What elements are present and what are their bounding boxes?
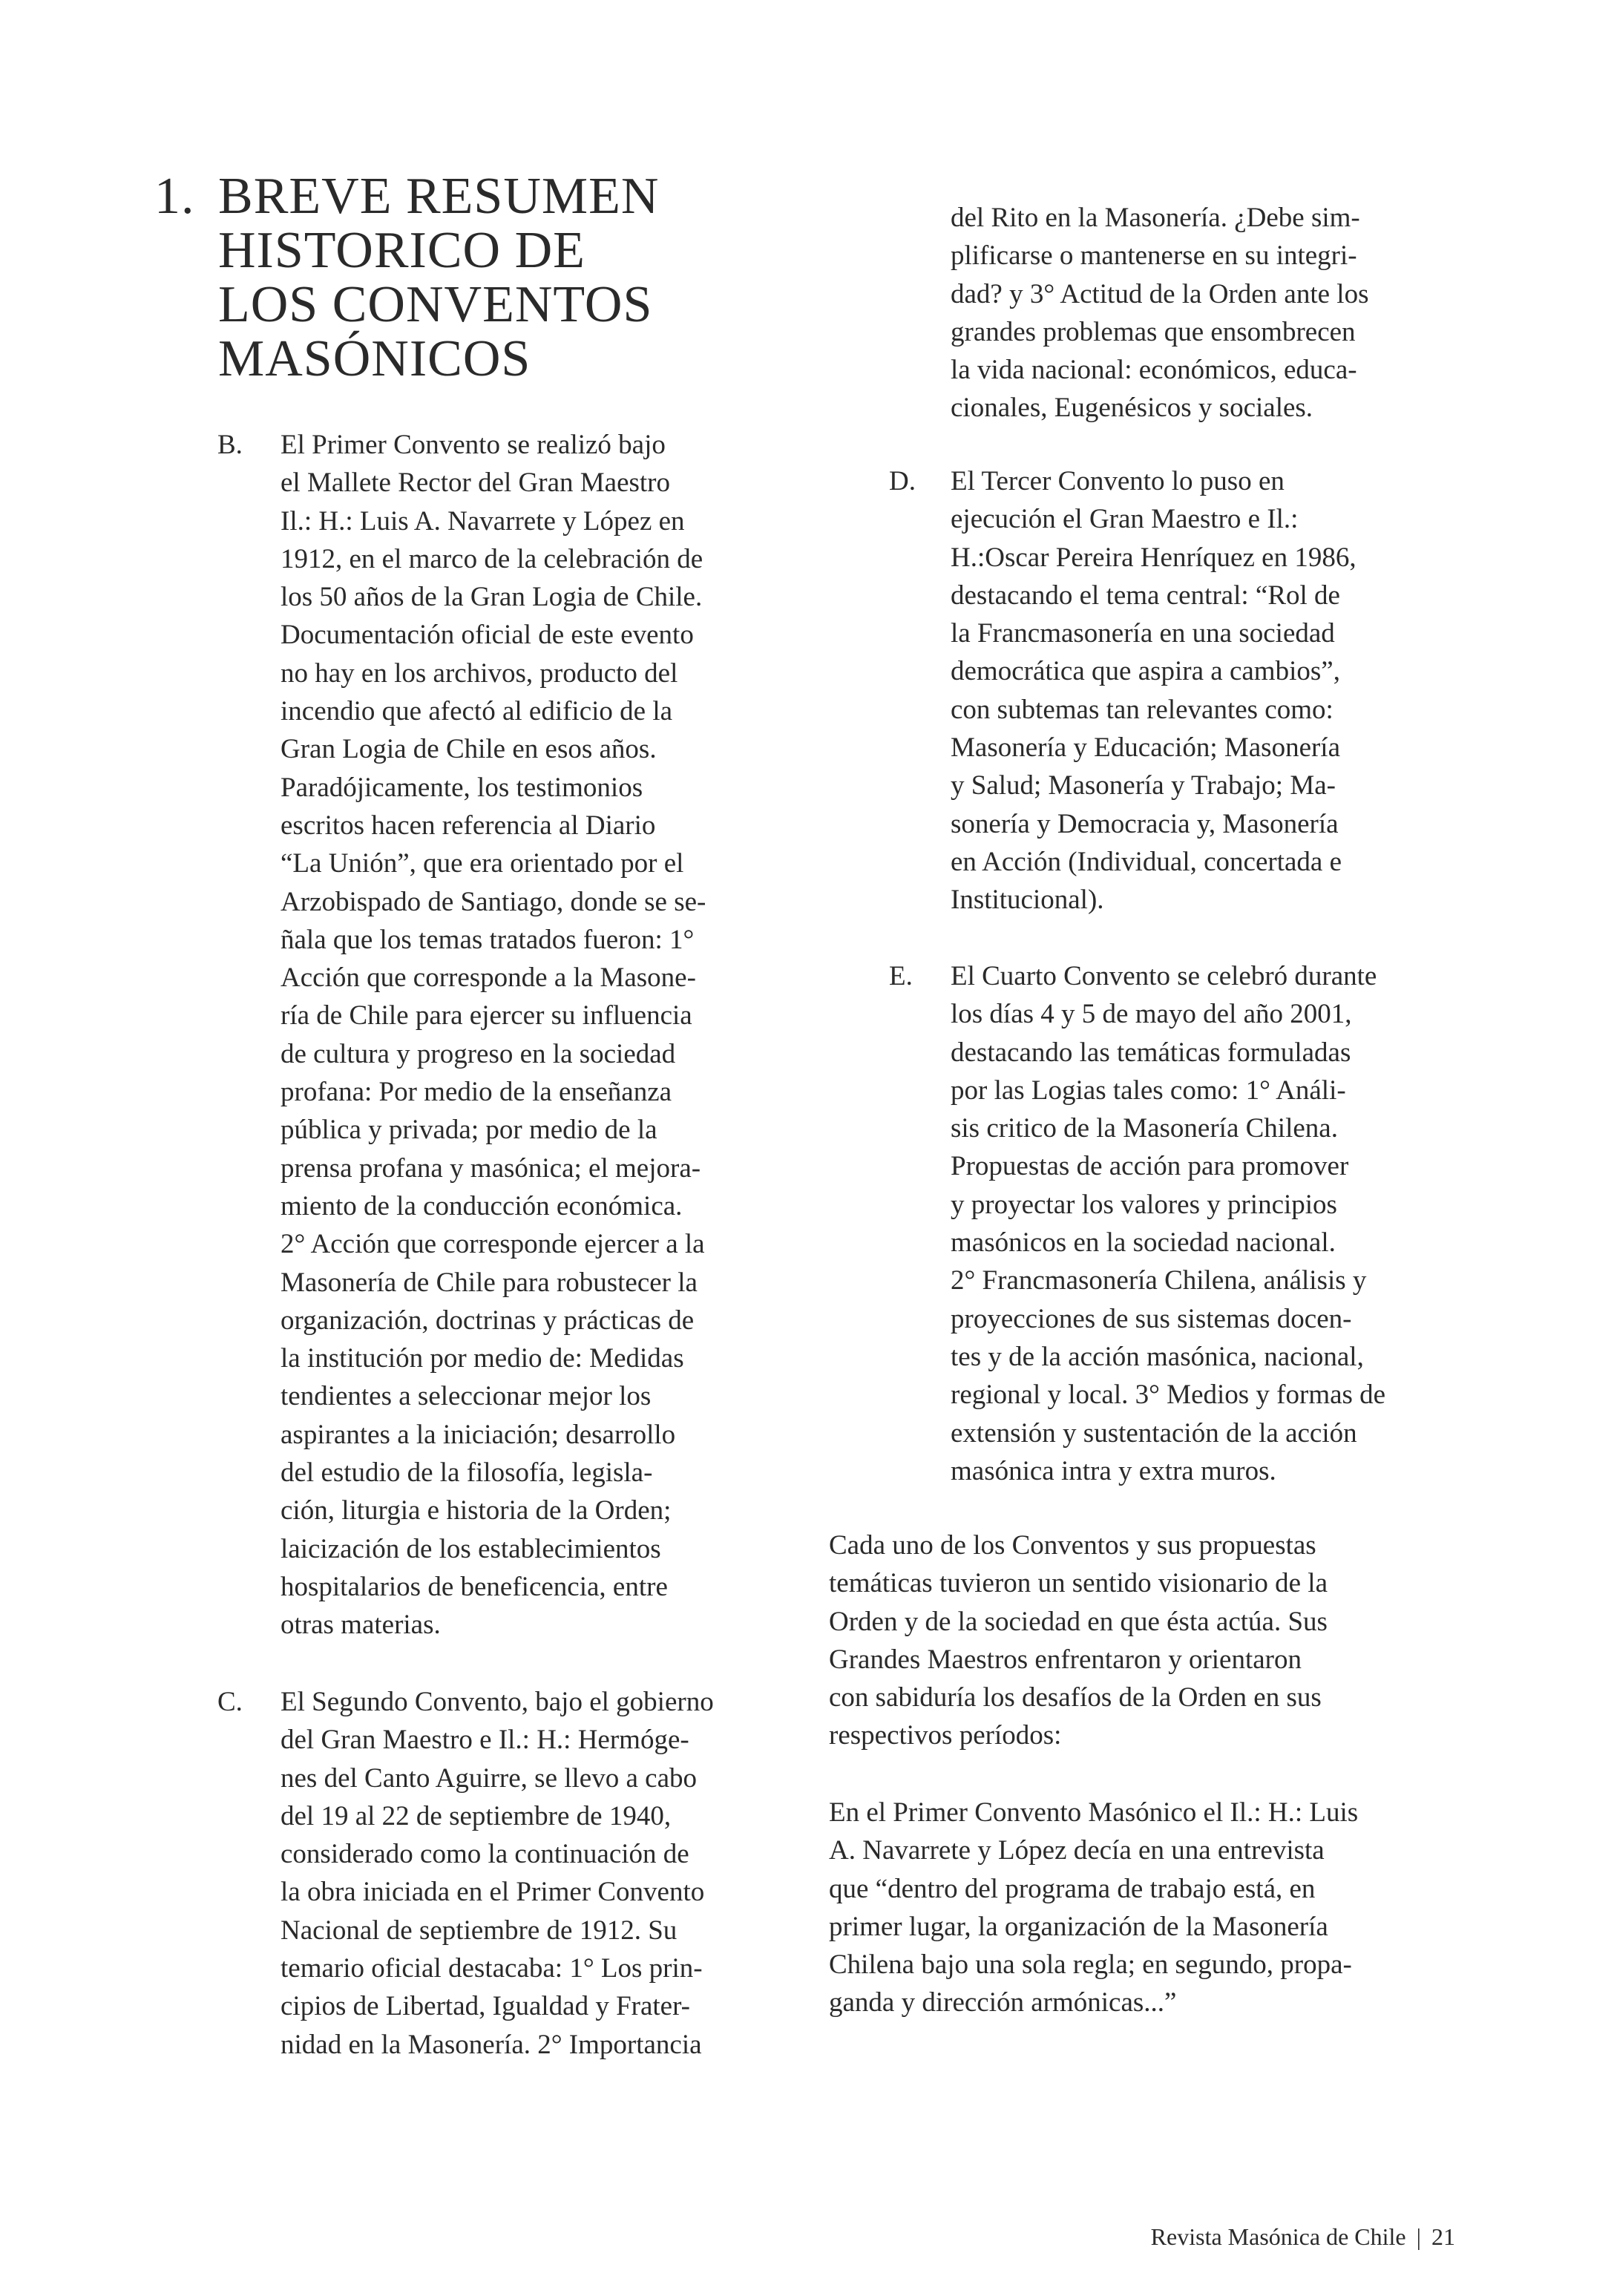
text-line: del 19 al 22 de septiembre de 1940, [281, 1800, 672, 1831]
page-number: 21 [1431, 2223, 1455, 2250]
text-line: H.:Oscar Pereira Henríquez en 1986, [951, 542, 1357, 573]
item-letter-e: E. [889, 961, 913, 991]
text-line: nidad en la Masonería. 2° Importancia [281, 2029, 702, 2060]
text-line: aspirantes a la iniciación; desarrollo [281, 1419, 676, 1450]
text-line: la vida nacional: económicos, educa- [951, 355, 1357, 386]
text-line: la obra iniciada en el Primer Convento [281, 1877, 705, 1908]
text-line: Masonería y Educación; Masonería [951, 732, 1341, 764]
publication-name: Revista Masónica de Chile [1150, 2223, 1406, 2250]
text-line: no hay en los archivos, producto del [281, 657, 678, 689]
text-line: los días 4 y 5 de mayo del año 2001, [951, 999, 1352, 1030]
text-line: El Cuarto Convento se celebró durante [951, 961, 1377, 991]
text-line: Documentación oficial de este evento [281, 620, 694, 651]
text-line: tendientes a seleccionar mejor los [281, 1381, 652, 1412]
item-e-text [951, 957, 1385, 1490]
text-line: 1912, en el marco de la celebración de [281, 543, 703, 574]
text-line: 2° Acción que corresponde ejercer a la [281, 1229, 705, 1260]
page-footer [1151, 2220, 1455, 2253]
text-line: del Gran Maestro e Il.: H.: Hermóge- [281, 1725, 689, 1756]
text-line: extensión y sustentación de la acción [951, 1417, 1357, 1449]
text-line: Acción que corresponde a la Masone- [281, 962, 696, 994]
title-line: BREVE RESUMEN [218, 168, 660, 225]
text-line: 2° Francmasonería Chilena, análisis y [951, 1265, 1367, 1296]
item-c-continued-text [951, 199, 1368, 427]
text-line: regional y local. 3° Medios y formas de [951, 1380, 1386, 1411]
section-title [154, 169, 659, 386]
text-line: Orden y de la sociedad en que ésta actúa. Sus [829, 1606, 1328, 1637]
item-c-text [281, 1683, 714, 2064]
text-line: miento de la conducción económica. [281, 1190, 683, 1221]
text-line: del estudio de la filosofía, legisla- [281, 1457, 653, 1489]
text-line: y Salud; Masonería y Trabajo; Ma- [951, 770, 1336, 801]
text-line: ejecución el Gran Maestro e Il.: [951, 504, 1299, 535]
text-line: ñala que los temas tratados fueron: 1° [281, 924, 695, 955]
text-line: cipios de Libertad, Igualdad y Frater- [281, 1991, 691, 2022]
text-line: escritos hacen referencia al Diario [281, 810, 656, 841]
title-line: MASÓNICOS [218, 330, 531, 387]
text-line: En el Primer Convento Masónico el Il.: H.: Luis [829, 1797, 1359, 1828]
text-line: ganda y dirección armónicas...” [829, 1987, 1177, 2018]
text-line: otras materias. [281, 1610, 441, 1641]
text-line: y proyectar los valores y principios [951, 1189, 1337, 1220]
text-line: por las Logias tales como: 1° Análi- [951, 1075, 1346, 1106]
text-line: tes y de la acción masónica, nacional, [951, 1341, 1364, 1372]
text-line: la institución por medio de: Medidas [281, 1343, 684, 1374]
text-line: Gran Logia de Chile en esos años. [281, 734, 657, 765]
text-line: Propuestas de acción para promover [951, 1151, 1349, 1182]
text-line: los 50 años de la Gran Logia de Chile. [281, 582, 703, 613]
text-line: considerado como la continuación de [281, 1839, 689, 1870]
title-line: HISTORICO DE [218, 222, 585, 279]
text-line: El Segundo Convento, bajo el gobierno [281, 1687, 714, 1717]
text-line: masónica intra y extra muros. [951, 1455, 1276, 1486]
text-line: en Acción (Individual, concertada e [951, 846, 1342, 877]
text-line: Grandes Maestros enfrentaron y orientaron [829, 1644, 1302, 1675]
text-line: cionales, Eugenésicos y sociales. [951, 393, 1313, 424]
text-line: ría de Chile para ejercer su influencia [281, 1000, 692, 1031]
text-line: destacando el tema central: “Rol de [951, 580, 1340, 611]
text-line: Masonería de Chile para robustecer la [281, 1267, 698, 1298]
text-line: laicización de los establecimientos [281, 1533, 661, 1564]
text-line: plificarse o mantenerse en su integri- [951, 240, 1357, 272]
footer-separator: | [1416, 2223, 1421, 2250]
text-line: nes del Canto Aguirre, se llevo a cabo [281, 1762, 697, 1794]
text-line: incendio que afectó al edificio de la [281, 696, 673, 727]
text-line: prensa profana y masónica; el mejora- [281, 1152, 701, 1184]
text-line: del Rito en la Masonería. ¿Debe sim- [951, 203, 1360, 233]
item-letter-d: D. [889, 466, 916, 496]
text-line: hospitalarios de beneficencia, entre [281, 1571, 668, 1602]
text-line: organización, doctrinas y prácticas de [281, 1305, 695, 1336]
text-line: A. Navarrete y López decía en una entrevista [829, 1835, 1325, 1866]
text-line: Il.: H.: Luis A. Navarrete y López en [281, 505, 685, 537]
text-line: temáticas tuvieron un sentido visionario de la [829, 1568, 1328, 1599]
text-line: profana: Por medio de la enseñanza [281, 1077, 672, 1108]
item-b-text [281, 426, 706, 1644]
text-line: proyecciones de sus sistemas docen- [951, 1303, 1352, 1334]
text-line: temario oficial destacaba: 1° Los prin- [281, 1953, 703, 1984]
text-line: masónicos en la sociedad nacional. [951, 1227, 1336, 1259]
text-line: Institucional). [951, 885, 1104, 916]
quote-paragraph [829, 1794, 1358, 2022]
item-letter-b: B. [217, 430, 243, 460]
text-line: grandes problemas que ensombrecen [951, 316, 1356, 347]
text-line: Chilena bajo una sola regla; en segundo, propa- [829, 1949, 1352, 1981]
text-line: sis critico de la Masonería Chilena. [951, 1113, 1338, 1144]
text-line: El Tercer Convento lo puso en [951, 466, 1285, 496]
text-line: la Francmasonería en una sociedad [951, 618, 1335, 649]
text-line: “La Unión”, que era orientado por el [281, 848, 684, 879]
text-line: El Primer Convento se realizó bajo [281, 430, 666, 460]
text-line: dad? y 3° Actitud de la Orden ante los [951, 278, 1369, 309]
item-letter-c: C. [217, 1687, 243, 1717]
text-line: de cultura y progreso en la sociedad [281, 1038, 676, 1069]
section-number: 1. [154, 168, 195, 225]
text-line: primer lugar, la organización de la Masonería [829, 1911, 1328, 1942]
text-line: Cada uno de los Conventos y sus propuestas [829, 1530, 1316, 1561]
item-d-text [951, 462, 1357, 919]
text-line: ción, liturgia e historia de la Orden; [281, 1495, 672, 1526]
text-line: pública y privada; por medio de la [281, 1115, 657, 1146]
text-line: sonería y Democracia y, Masonería [951, 808, 1339, 839]
text-line: respectivos períodos: [829, 1720, 1062, 1751]
title-line: LOS CONVENTOS [218, 276, 653, 333]
text-line: con sabiduría los desafíos de la Orden en sus [829, 1682, 1322, 1713]
text-line: que “dentro del programa de trabajo está, en [829, 1873, 1316, 1904]
text-line: democrática que aspira a cambios”, [951, 656, 1340, 687]
text-line: el Mallete Rector del Gran Maestro [281, 468, 670, 499]
text-line: Paradójicamente, los testimonios [281, 772, 643, 803]
text-line: Arzobispado de Santiago, donde se se- [281, 886, 706, 917]
text-line: destacando las temáticas formuladas [951, 1037, 1351, 1068]
text-line: con subtemas tan relevantes como: [951, 694, 1333, 725]
text-line: Nacional de septiembre de 1912. Su [281, 1915, 678, 1946]
summary-paragraph [829, 1526, 1328, 1755]
